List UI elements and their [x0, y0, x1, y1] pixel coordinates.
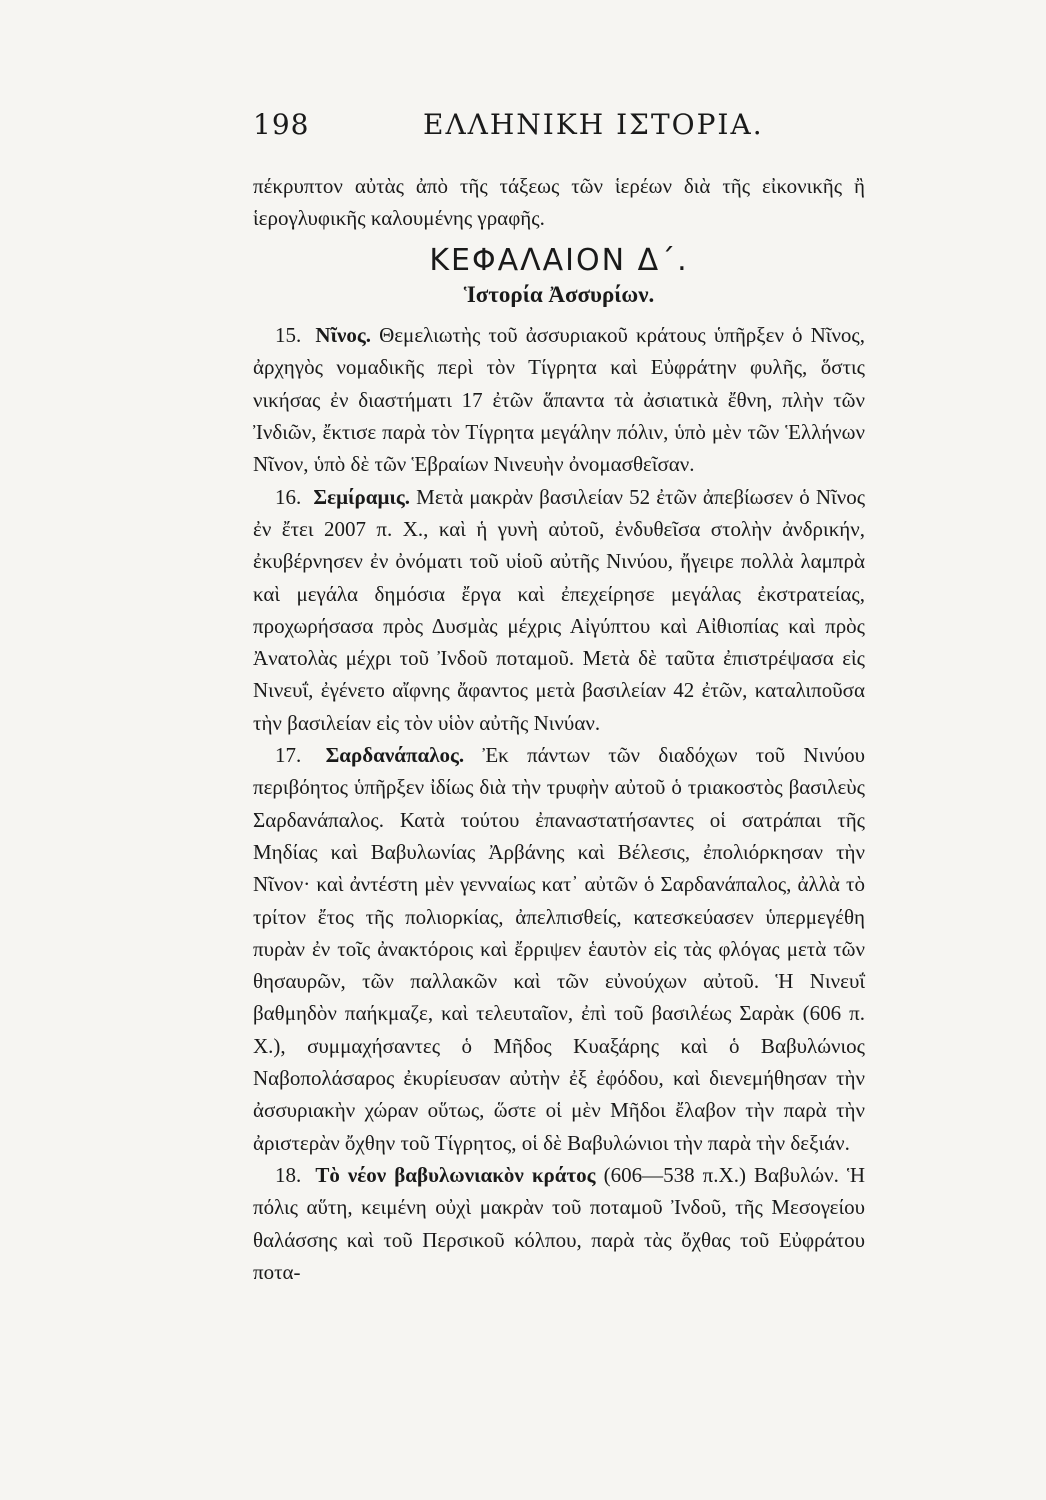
paragraph-16 [253, 481, 865, 739]
section-number: 15. [275, 323, 302, 348]
page-number: 198 [253, 108, 310, 141]
paragraph-15 [253, 319, 865, 480]
section-heading: Νῖνος. [315, 323, 371, 348]
chapter-title: ΚΕΦΑΛΑΙΟΝ Δ΄. [429, 242, 689, 278]
section-heading: Σεμίραμις. [313, 484, 410, 509]
section-heading: Τὸ νέον βαβυλωνιακὸν κράτος [315, 1162, 596, 1187]
paragraph-18 [253, 1159, 865, 1288]
section-number: 17. [275, 743, 302, 768]
section-number: 18. [275, 1162, 302, 1187]
section-text: Ἐκ πάντων τῶν διαδόχων τοῦ Νινύου περιβόητος ὑπῆρξεν ἰδίως διὰ τὴν τρυφὴν αὐτοῦ ὁ τριακοστὸς βασιλεὺς Σαρδανάπαλος. Κατὰ τούτου ἐπαναστατήσαντες οἱ σατράπαι τῆς Μηδίας καὶ Βαβυλωνίας Ἀρβάνης καὶ Βέλεσις, ἐπολιόρκησαν τὴν Νῖνον· καὶ ἀντέστη μὲν γενναίως κατ᾽ αὐτῶν ὁ Σαρδανάπαλος, ἀλλὰ τὸ τρίτον ἔτος τῆς πολιορκίας, ἀπελπισθείς, κατεσκεύασεν ὑπερμεγέθη πυρὰν ἐν τοῖς ἀνακτόροις καὶ ἔρριψεν ἑαυτὸν εἰς τὰς φλόγας μετὰ τῶν θησαυρῶν, τῶν παλλακῶν καὶ τῶν εὐνούχων αὐτοῦ. Ἡ Νινευΐ βαθμηδὸν παήκμαζε, καὶ τελευταῖον, ἐπὶ τοῦ βασιλέως Σαρὰκ (606 π. Χ.), συμμαχήσαντες ὁ Μῆδος Κυαξάρης καὶ ὁ Βαβυλώνιος Ναβοπολάσαρος ἐκυρίευσαν αὐτὴν ἐξ ἐφόδου, καὶ διενεμήθησαν τὴν ἀσσυριακὴν χώραν οὕτως, ὥστε οἱ μὲν Μῆδοι ἔλαβον τὴν παρὰ τὴν ἀριστερὰν ὄχθην τοῦ Τίγρητος, οἱ δὲ Βαβυλώνιοι τὴν παρὰ τὴν δεξιάν. [253, 743, 866, 1155]
section-heading: Σαρδανάπαλος. [325, 743, 465, 768]
section-number: 16. [275, 484, 302, 509]
section-text: Θεμελιωτὴς τοῦ ἀσσυριακοῦ κράτους ὑπῆρξεν ὁ Νῖνος, ἀρχηγὸς νομαδικῆς περὶ τὸν Τίγρητα καὶ Εὐφράτην φυλῆς, ὅστις νικήσας ἐν διαστήματι 17 ἐτῶν ἅπαντα τὰ ἀσιατικὰ ἔθνη, πλὴν τῶν Ἰνδιῶν, ἔκτισε παρὰ τὸν Τίγρητα μεγάλην πόλιν, ὑπὸ μὲν τῶν Ἑλλήνων Νῖνον, ὑπὸ δὲ τῶν Ἑβραίων Νινευὴν ὀνομασθεῖσαν. [253, 323, 865, 477]
page-header [253, 108, 865, 152]
section-text: Μετὰ μακρὰν βασιλείαν 52 ἐτῶν ἀπεβίωσεν ὁ Νῖνος ἐν ἔτει 2007 π. Χ., καὶ ἡ γυνὴ αὐτοῦ, ἐνδυθεῖσα στολὴν ἀνδρικήν, ἐκυβέρνησεν ἐν ὀνόματι τοῦ υἱοῦ αὐτῆς Νινύου, ἤγειρε πολλὰ λαμπρὰ καὶ μεγάλα δημόσια ἔργα καὶ ἐπεχείρησε μεγάλας ἐκστρατείας, προχωρήσασα πρὸς Δυσμὰς μέχρις Αἰγύπτου καὶ Αἰθιοπίας καὶ πρὸς Ἀνατολὰς μέχρι τοῦ Ἰνδοῦ ποταμοῦ. Μετὰ δὲ ταῦτα ἐπιστρέψασα εἰς Νινευΐ, ἐγένετο αἴφνης ἄφαντος μετὰ βασιλείαν 42 ἐτῶν, καταλιποῦσα τὴν βασιλείαν εἰς τὸν υἱὸν αὐτῆς Νινύαν. [253, 484, 866, 735]
intro-paragraph: πέκρυπτον αὐτὰς ἀπὸ τῆς τάξεως τῶν ἱερέων διὰ τῆς εἰκονικῆς ἢ ἱερογλυφικῆς καλουμένης γραφῆς. [253, 174, 865, 231]
text-block [253, 170, 865, 1288]
section-text: (606—538 π.Χ.) Βαβυλών. Ἡ πόλις αὕτη, κειμένη οὐχὶ μακρὰν τοῦ ποταμοῦ Ἰνδοῦ, τῆς Μεσογείου θαλάσσης καὶ τοῦ Περσικοῦ κόλπου, παρὰ τὰς ὄχθας τοῦ Εὐφράτου ποτα- [253, 1162, 865, 1284]
paragraph-17 [253, 739, 865, 1159]
section-title: Ἱστορία Ἀσσυρίων. [463, 281, 655, 307]
running-title: ΕΛΛΗΝΙΚΗ ΙΣΤΟΡΙΑ. [423, 108, 764, 141]
